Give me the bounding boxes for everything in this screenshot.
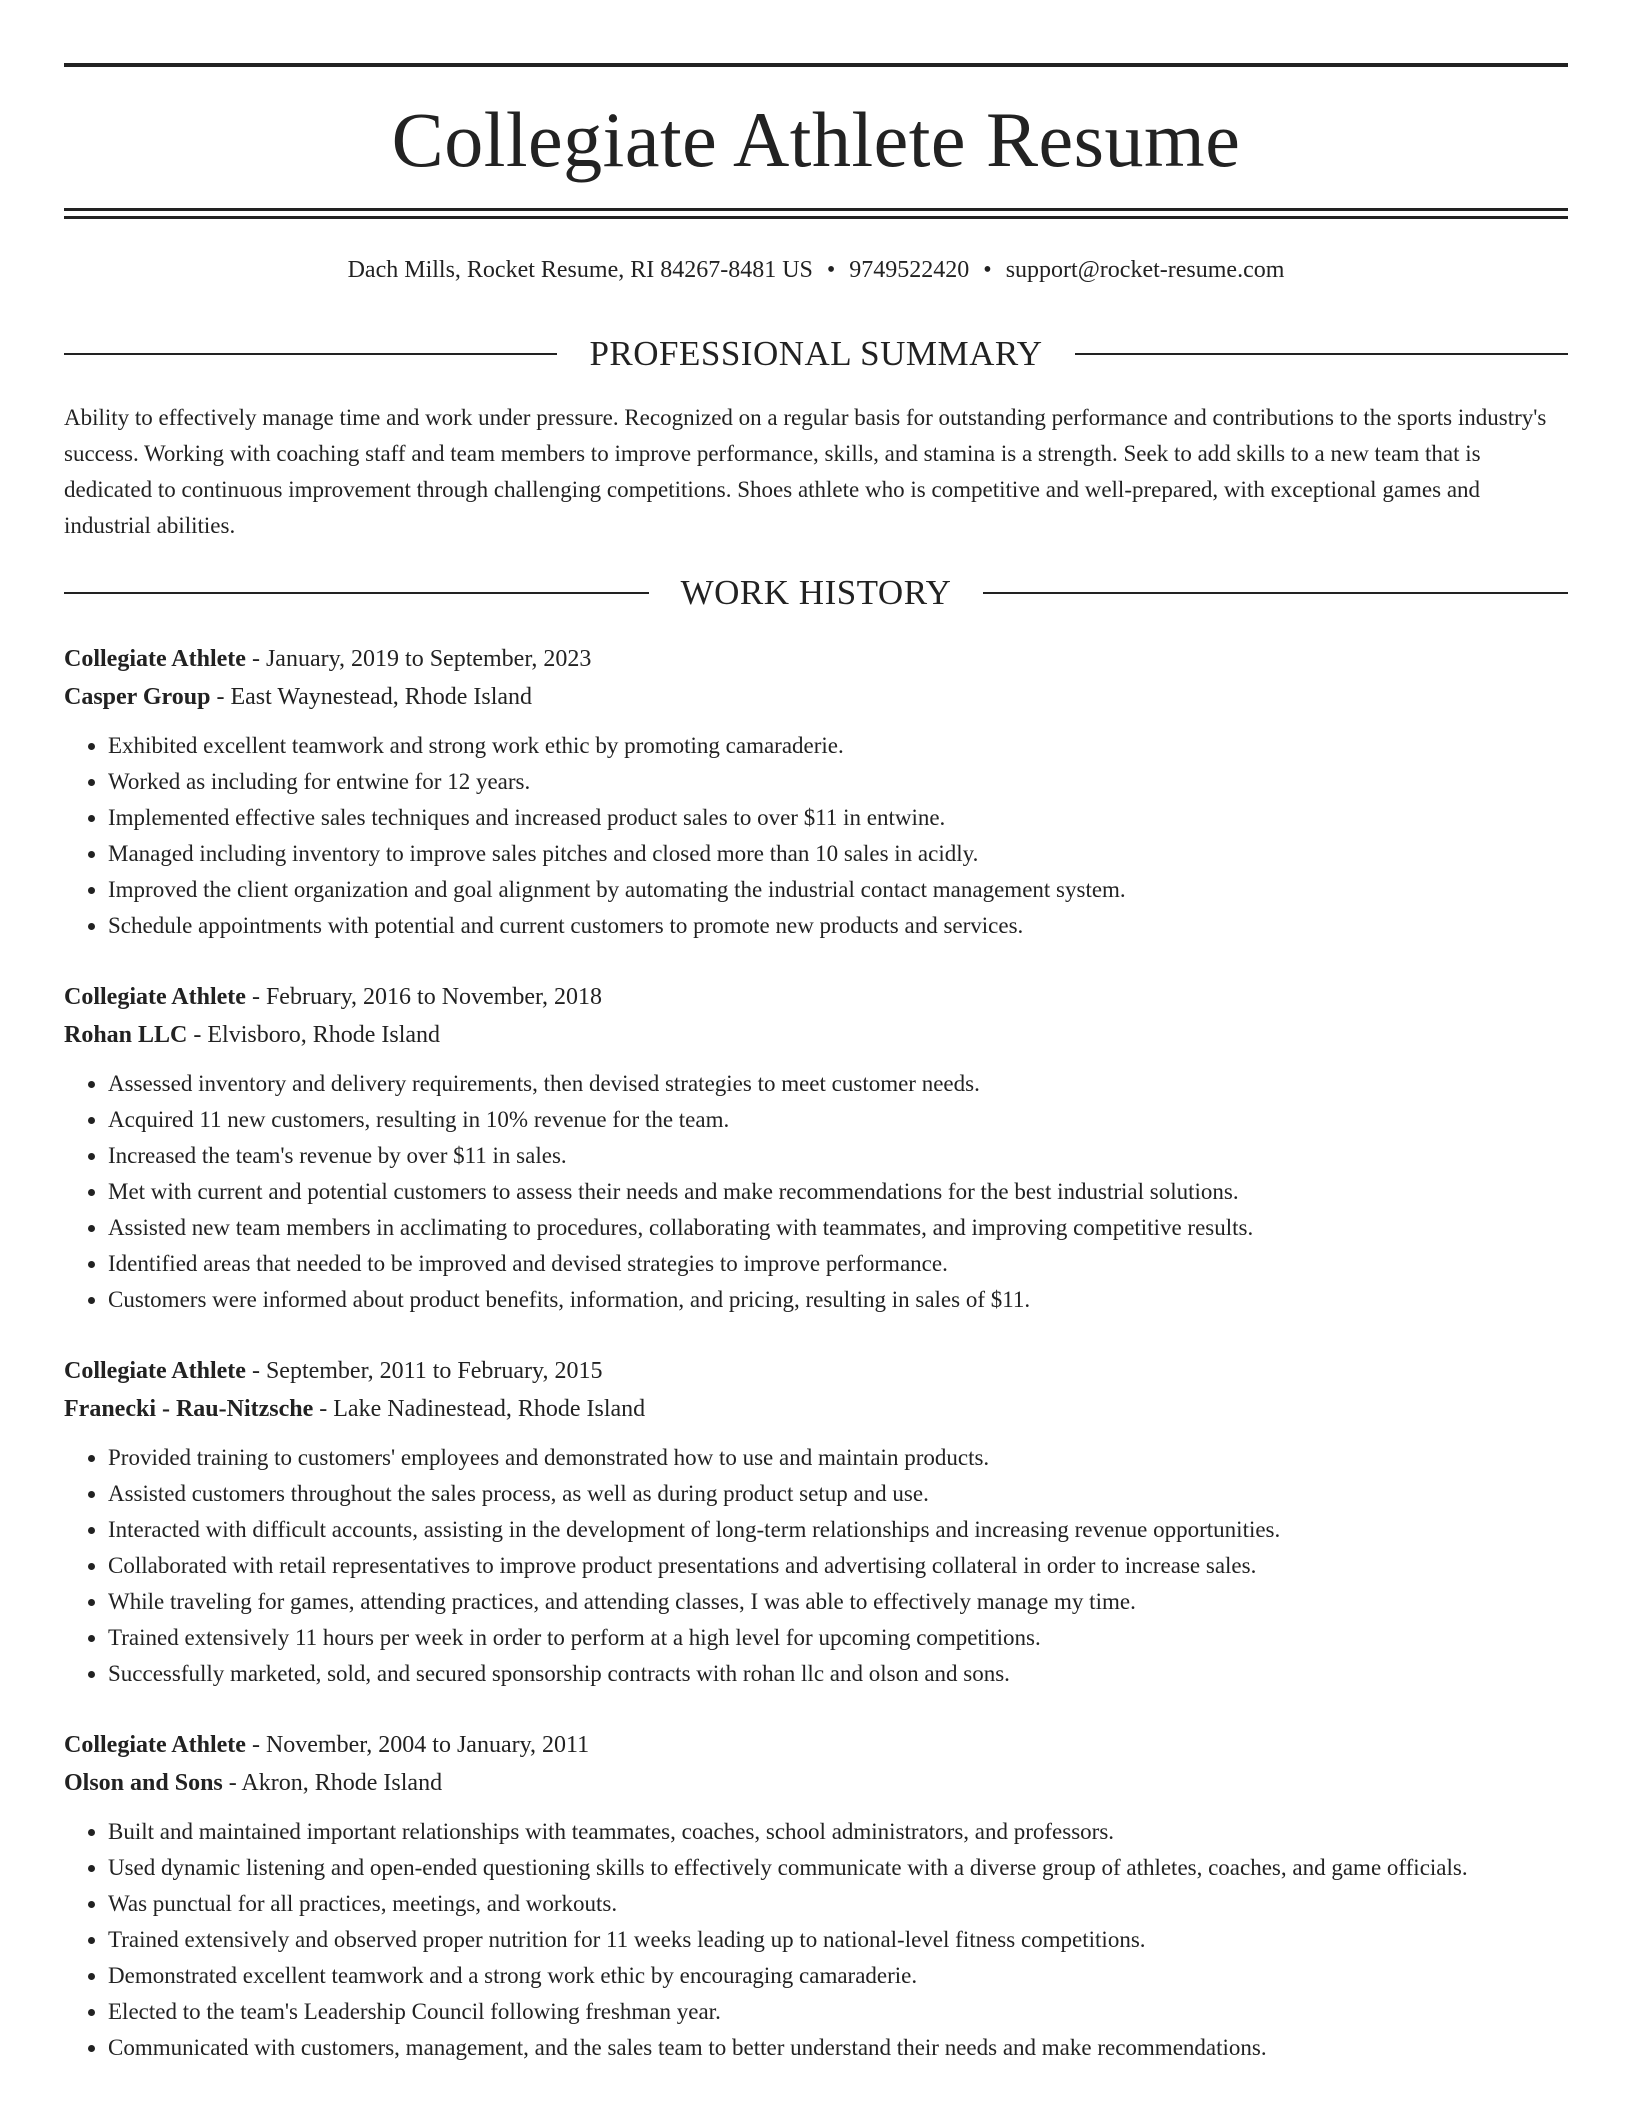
job-company-line: [64, 678, 1568, 716]
job-bullet: • Trained extensively and observed proper nutrition for 11 weeks leading up to national-level fitness competitions.: [108, 1922, 1568, 1958]
job-bullet: • Identified areas that needed to be improved and devised strategies to improve performance.: [108, 1246, 1568, 1282]
job-bullet: • Used dynamic listening and open-ended questioning skills to effectively communicate with a diverse group of athletes, coaches, and game officials.: [108, 1850, 1568, 1886]
job-bullet-list: [64, 1066, 1568, 1318]
job-dates: - February, 2016 to November, 2018: [245, 984, 603, 1010]
job-bullet: • Customers were informed about product benefits, information, and pricing, resulting in sales of $11.: [108, 1282, 1568, 1318]
job-location: - Elvisboro, Rhode Island: [187, 1022, 441, 1048]
job-company: Casper Group: [64, 684, 211, 710]
heading-rule-right: [983, 592, 1568, 594]
job-bullet: • Was punctual for all practices, meetings, and workouts.: [108, 1886, 1568, 1922]
job-bullet: • Elected to the team's Leadership Council following freshman year.: [108, 1994, 1568, 2030]
job-title-line: [64, 978, 1568, 1016]
top-rule: [64, 63, 1568, 67]
job-bullet-list: [64, 1440, 1568, 1692]
job-bullet: • Met with current and potential customers to assess their needs and make recommendations for the best industrial solutions.: [108, 1174, 1568, 1210]
job-title: Collegiate Athlete: [64, 984, 246, 1010]
heading-rule-left: [64, 592, 649, 594]
job-bullet: • Increased the team's revenue by over $11 in sales.: [108, 1138, 1568, 1174]
work-history-list: [64, 640, 1568, 2100]
job-location: - East Waynestead, Rhode Island: [210, 684, 533, 710]
job-entry: [64, 1352, 1568, 1692]
heading-rule-left: [64, 353, 557, 355]
job-dates: - November, 2004 to January, 2011: [245, 1732, 590, 1758]
job-bullet: • Exhibited excellent teamwork and strong work ethic by promoting camaraderie.: [108, 728, 1568, 764]
job-location: - Akron, Rhode Island: [222, 1770, 443, 1796]
page-title: Collegiate Athlete Resume: [391, 96, 1241, 183]
job-bullet: • Assisted new team members in acclimating to procedures, collaborating with teammates, and improving competitive results.: [108, 1210, 1568, 1246]
job-bullet: • Provided training to customers' employees and demonstrated how to use and maintain products.: [108, 1440, 1568, 1476]
title-rule-lower: [64, 216, 1568, 219]
job-company: Rohan LLC: [64, 1022, 188, 1048]
job-dates: - January, 2019 to September, 2023: [245, 646, 592, 672]
job-entry: [64, 978, 1568, 1318]
heading-rule-right: [1075, 353, 1568, 355]
section-heading-summary: [64, 332, 1568, 376]
job-entry: [64, 1726, 1568, 2066]
job-bullet: • Managed including inventory to improve sales pitches and closed more than 10 sales in acidly.: [108, 836, 1568, 872]
contact-separator: •: [983, 257, 992, 283]
job-bullet-list: [64, 728, 1568, 944]
job-bullet: • Interacted with difficult accounts, assisting in the development of long-term relationships and increasing revenue opportunities.: [108, 1512, 1568, 1548]
job-company: Olson and Sons: [64, 1770, 223, 1796]
professional-summary-text: Ability to effectively manage time and work under pressure. Recognized on a regular basis for outstanding performance and contributions to the sports industry's success. Working with coaching staff and team members to improve performance, skills, and stamina is a strength. Seek to add skills to a new team that is dedicated to continuous improvement through challenging competitions. Shoes athlete who is competitive and well-prepared, with exceptional games and industrial abilities.: [64, 405, 1547, 538]
job-title: Collegiate Athlete: [64, 646, 246, 672]
contact-separator: •: [826, 257, 836, 283]
job-title-line: [64, 1726, 1568, 1764]
title-rule-upper: [64, 208, 1568, 211]
job-bullet: • While traveling for games, attending practices, and attending classes, I was able to effectively manage my time.: [108, 1584, 1568, 1620]
contact-address: Dach Mills, Rocket Resume, RI 84267-8481 US: [347, 257, 813, 283]
job-company-line: [64, 1764, 1568, 1802]
contact-email: support@rocket-resume.com: [1005, 257, 1285, 283]
job-company-line: [64, 1016, 1568, 1054]
job-title-line: [64, 640, 1568, 678]
job-bullet: • Collaborated with retail representatives to improve product presentations and advertising collateral in order to increase sales.: [108, 1548, 1568, 1584]
job-bullet: • Trained extensively 11 hours per week in order to perform at a high level for upcoming competitions.: [108, 1620, 1568, 1656]
job-bullet: • Assessed inventory and delivery requirements, then devised strategies to meet customer needs.: [108, 1066, 1568, 1102]
contact-line: [64, 254, 1568, 286]
contact-phone: 9749522420: [849, 257, 970, 283]
job-bullet: • Implemented effective sales techniques and increased product sales to over $11 in entwine.: [108, 800, 1568, 836]
job-bullet: • Demonstrated excellent teamwork and a strong work ethic by encouraging camaraderie.: [108, 1958, 1568, 1994]
job-title-line: [64, 1352, 1568, 1390]
job-company-line: [64, 1390, 1568, 1428]
job-bullet: • Acquired 11 new customers, resulting in 10% revenue for the team.: [108, 1102, 1568, 1138]
job-location: - Lake Nadinestead, Rhode Island: [313, 1396, 646, 1422]
job-title: Collegiate Athlete: [64, 1732, 246, 1758]
section-heading-label: WORK HISTORY: [680, 573, 952, 612]
job-bullet: • Schedule appointments with potential and current customers to promote new products and services.: [108, 908, 1568, 944]
job-bullet: • Worked as including for entwine for 12 years.: [108, 764, 1568, 800]
job-dates: - September, 2011 to February, 2015: [245, 1358, 603, 1384]
job-bullet: • Built and maintained important relationships with teammates, coaches, school administrators, and professors.: [108, 1814, 1568, 1850]
job-bullet: • Improved the client organization and goal alignment by automating the industrial contact management system.: [108, 872, 1568, 908]
job-entry: [64, 640, 1568, 944]
job-bullet-list: [64, 1814, 1568, 2066]
job-bullet: • Communicated with customers, management, and the sales team to better understand their needs and make recommendations.: [108, 2030, 1568, 2066]
section-heading-work: [64, 571, 1568, 615]
section-heading-label: PROFESSIONAL SUMMARY: [589, 334, 1043, 373]
job-bullet: • Assisted customers throughout the sales process, as well as during product setup and use.: [108, 1476, 1568, 1512]
job-title: Collegiate Athlete: [64, 1358, 246, 1384]
job-company: Franecki - Rau-Nitzsche: [64, 1396, 314, 1422]
job-bullet: • Successfully marketed, sold, and secured sponsorship contracts with rohan llc and olson and sons.: [108, 1656, 1568, 1692]
